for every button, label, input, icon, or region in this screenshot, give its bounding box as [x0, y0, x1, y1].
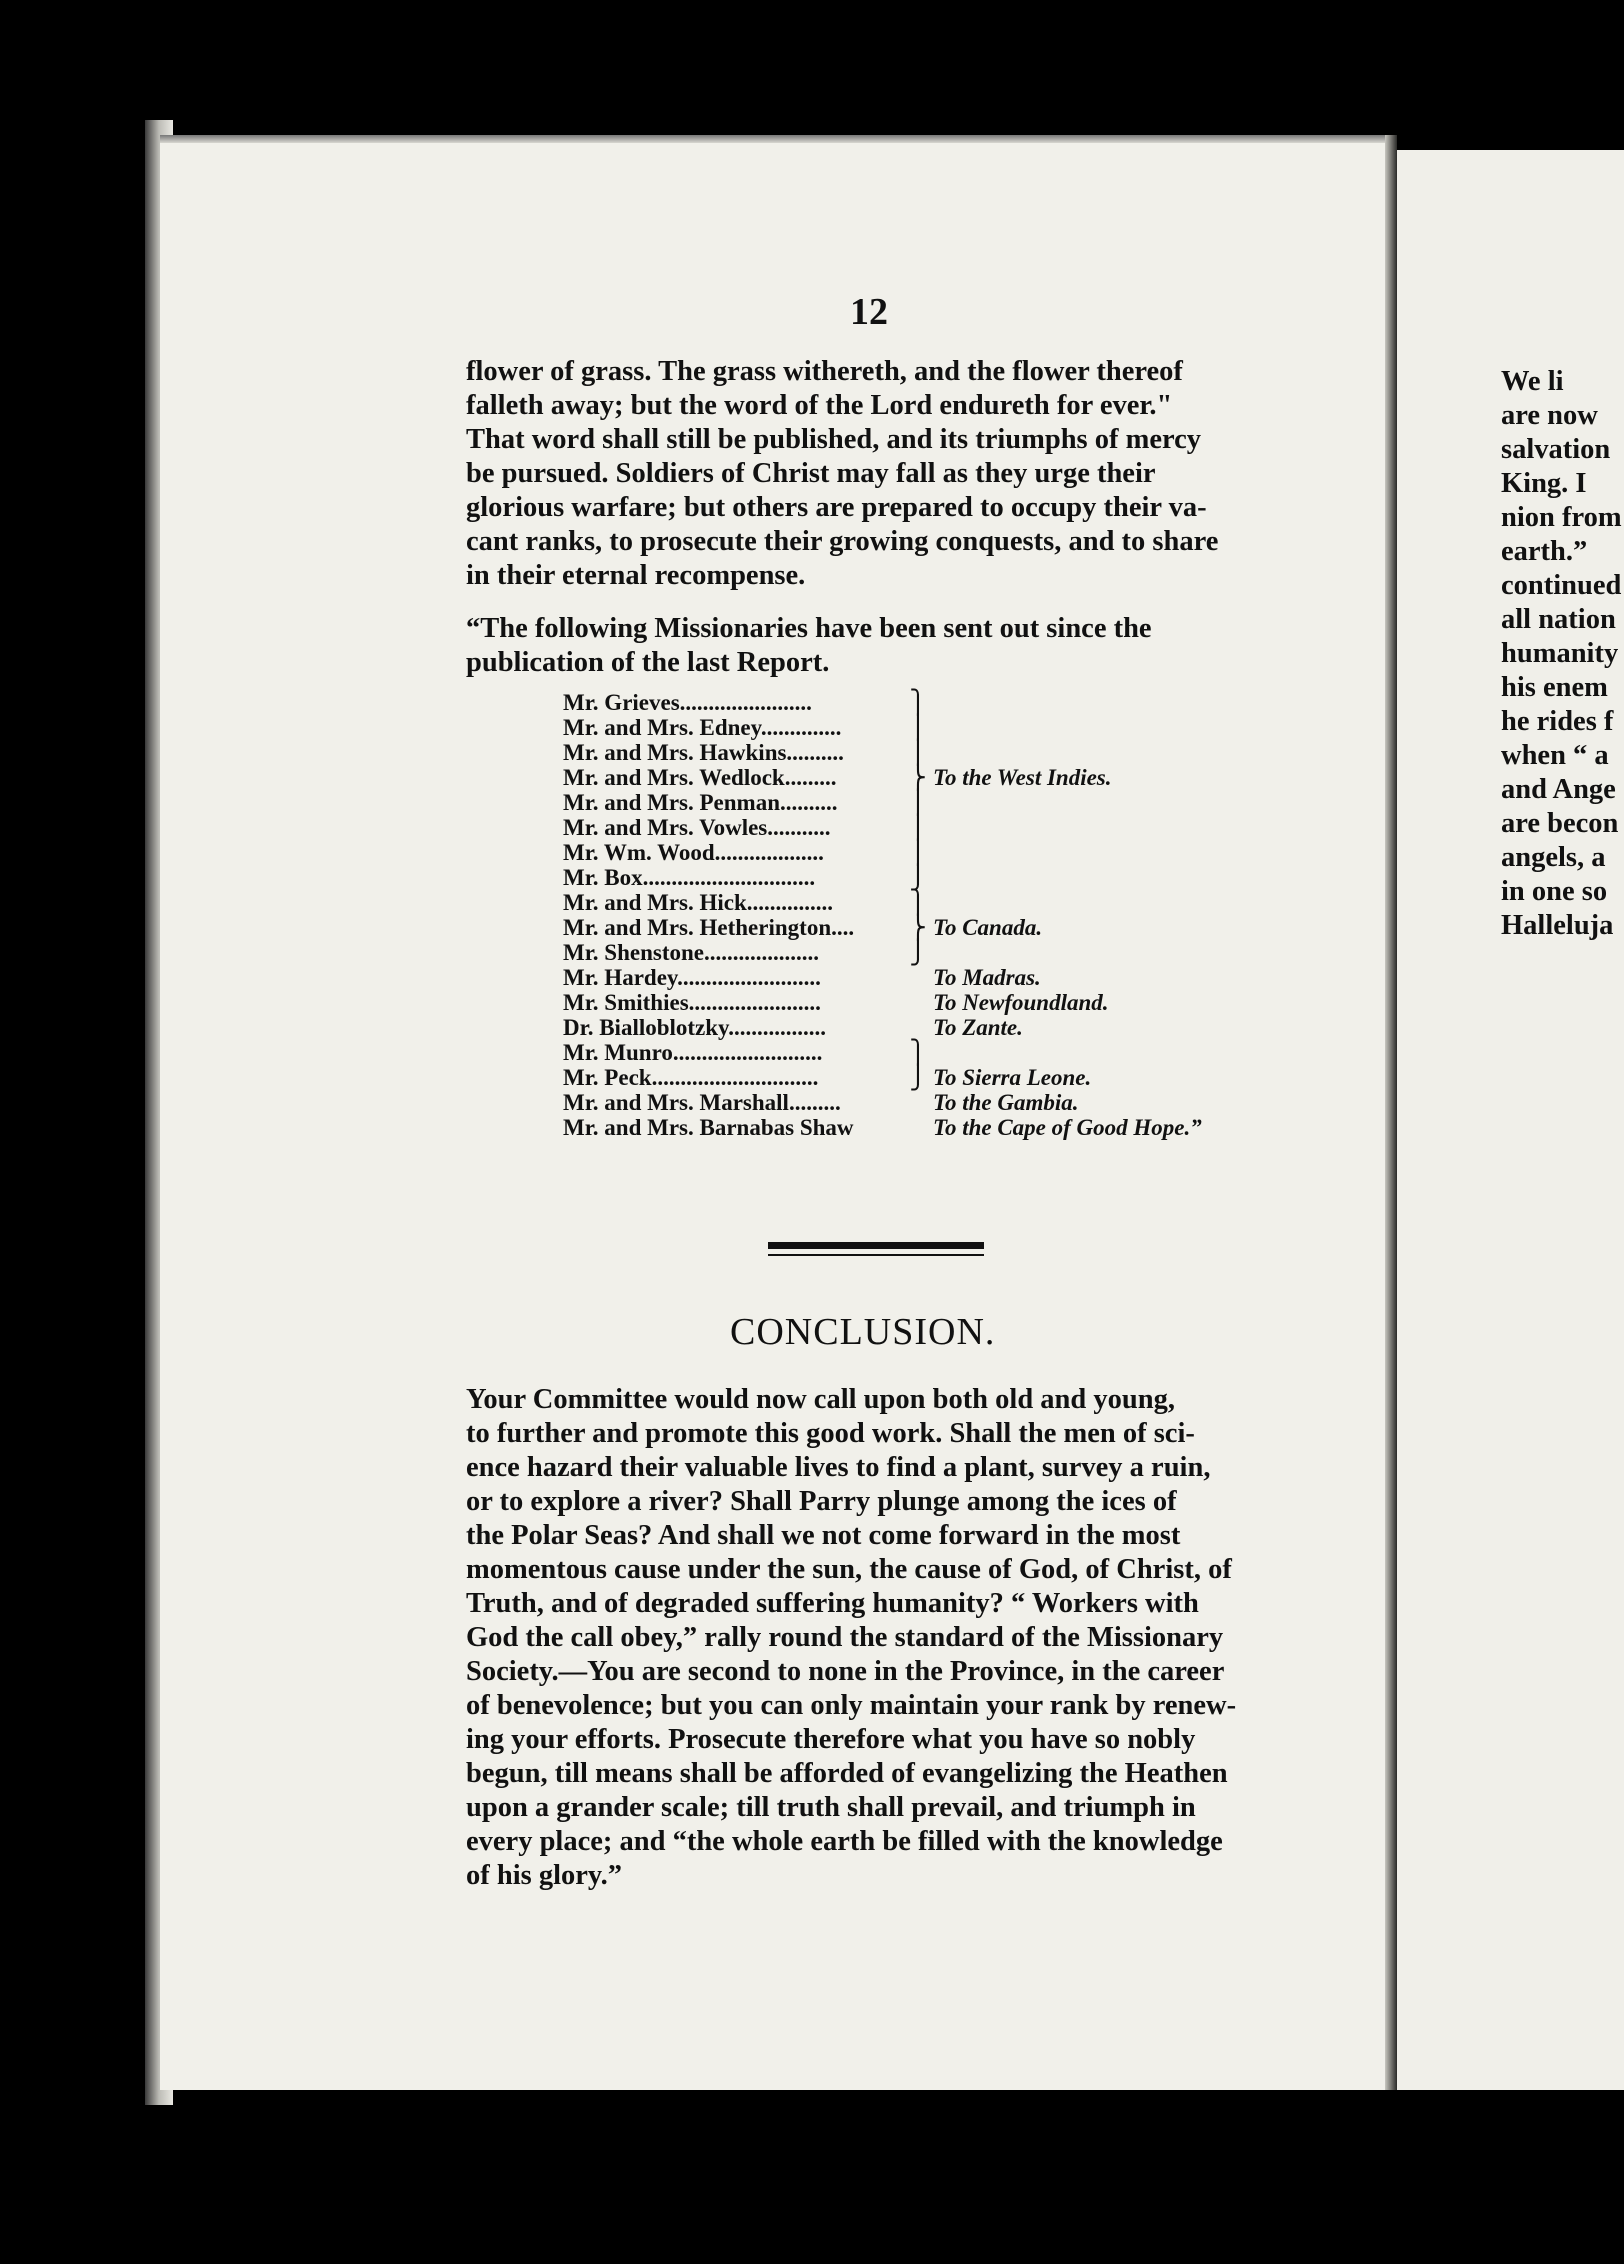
- missionary-row: [563, 1015, 1263, 1040]
- text-line: God the call obey,” rally round the standard of the Missionary: [466, 1622, 1224, 1653]
- right-page-line: when “ a: [1501, 740, 1609, 771]
- right-page-line: We li: [1501, 366, 1564, 397]
- right-page-line: his enem: [1501, 672, 1608, 703]
- page-top-shadow: [160, 135, 1385, 143]
- brace-mark: ⎪: [909, 740, 927, 765]
- text-line: begun, till means shall be afforded of evangelizing the Heathen: [466, 1758, 1228, 1789]
- right-page-line: are becon: [1501, 808, 1619, 839]
- missionary-row: [563, 815, 1263, 840]
- text-line: be pursued. Soldiers of Christ may fall as they urge their: [466, 458, 1156, 489]
- text-line: of his glory.”: [466, 1860, 622, 1891]
- missionary-destination: To the West Indies.: [933, 765, 1112, 790]
- missionary-destination: To the Cape of Good Hope.”: [933, 1115, 1202, 1140]
- right-page-line: Halleluja: [1501, 910, 1614, 941]
- text-line: in their eternal recompense.: [466, 560, 806, 591]
- missionary-name: Mr. and Mrs. Wedlock.........: [563, 765, 837, 790]
- missionary-row: [563, 990, 1263, 1015]
- text-line: That word shall still be published, and its triumphs of mercy: [466, 424, 1202, 455]
- text-line: cant ranks, to prosecute their growing conquests, and to share: [466, 526, 1219, 557]
- missionary-name: Mr. and Mrs. Vowles...........: [563, 815, 831, 840]
- missionary-row: [563, 740, 1263, 765]
- brace-mark: ⎬: [909, 765, 927, 790]
- right-page-text: [1501, 365, 1622, 943]
- missionary-destination: To Canada.: [933, 915, 1043, 940]
- missionary-name: Mr. and Mrs. Hick...............: [563, 890, 834, 915]
- conclusion-paragraph: [466, 1383, 1296, 1893]
- brace-mark: [903, 965, 933, 990]
- right-page: [1397, 150, 1624, 2090]
- section-divider-thin: [768, 1254, 984, 1256]
- missionary-row: [563, 940, 1263, 965]
- missionary-name: Mr. and Mrs. Penman..........: [563, 790, 838, 815]
- text-line: every place; and “the whole earth be filled with the knowledge: [466, 1826, 1223, 1857]
- brace-mark: ⎪: [909, 840, 927, 865]
- brace-mark: ⎭: [909, 865, 927, 890]
- text-line: “The following Missionaries have been sent out since the: [466, 613, 1152, 644]
- missionary-destination: To Newfoundland.: [933, 990, 1109, 1015]
- text-line: glorious warfare; but others are prepared to occupy their va-: [466, 492, 1207, 523]
- text-line: to further and promote this good work. Shall the men of sci-: [466, 1418, 1195, 1449]
- missionary-row: [563, 790, 1263, 815]
- brace-mark: ⎬: [909, 915, 927, 940]
- brace-mark: [903, 1015, 933, 1040]
- brace-mark: ⎫: [909, 890, 927, 915]
- missionary-name: Mr. Hardey.........................: [563, 965, 821, 990]
- brace-mark: ⎪: [909, 715, 927, 740]
- brace-mark: ⎪: [909, 790, 927, 815]
- missionary-name: Mr. and Mrs. Hetherington....: [563, 915, 855, 940]
- right-page-line: earth.”: [1501, 536, 1588, 567]
- missionary-row: [563, 1115, 1263, 1140]
- section-divider: [768, 1242, 984, 1249]
- text-line: falleth away; but the word of the Lord endureth for ever.": [466, 390, 1173, 421]
- text-line: of benevolence; but you can only maintain your rank by renew-: [466, 1690, 1237, 1721]
- missionary-destination: To Sierra Leone.: [933, 1065, 1092, 1090]
- text-line: Your Committee would now call upon both old and young,: [466, 1384, 1175, 1415]
- missionary-destination: To the Gambia.: [933, 1090, 1079, 1115]
- missionary-name: Mr. Smithies.......................: [563, 990, 821, 1015]
- right-page-line: nion from: [1501, 502, 1622, 533]
- missionary-name: Mr. Wm. Wood...................: [563, 840, 824, 865]
- missionary-row: [563, 690, 1263, 715]
- right-page-line: King. I: [1501, 468, 1587, 499]
- right-page-line: angels, a: [1501, 842, 1606, 873]
- missionary-name: Mr. Munro..........................: [563, 1040, 823, 1065]
- right-page-line: salvation: [1501, 434, 1611, 465]
- right-page-line: are now: [1501, 400, 1598, 431]
- missionary-name: Mr. Shenstone....................: [563, 940, 819, 965]
- text-line: or to explore a river? Shall Parry plunge among the ices of: [466, 1486, 1177, 1517]
- right-page-line: continued: [1501, 570, 1622, 601]
- missionary-destination: To Zante.: [933, 1015, 1023, 1040]
- missionaries-intro: [466, 612, 1296, 680]
- missionary-row: [563, 715, 1263, 740]
- page-number: 12: [850, 291, 888, 333]
- text-line: ing your efforts. Prosecute therefore what you have so nobly: [466, 1724, 1196, 1755]
- right-page-line: in one so: [1501, 876, 1608, 907]
- missionary-name: Mr. and Mrs. Hawkins..........: [563, 740, 844, 765]
- missionary-row: [563, 765, 1263, 790]
- missionary-name: Mr. Grieves.......................: [563, 690, 812, 715]
- brace-mark: ⎫: [909, 1040, 927, 1065]
- right-page-line: he rides f: [1501, 706, 1614, 737]
- missionary-row: [563, 865, 1263, 890]
- missionary-row: [563, 1090, 1263, 1115]
- brace-mark: ⎭: [909, 1065, 927, 1090]
- text-line: flower of grass. The grass withereth, and the flower thereof: [466, 356, 1183, 387]
- right-page-line: all nation: [1501, 604, 1616, 635]
- text-line: ence hazard their valuable lives to find a plant, survey a ruin,: [466, 1452, 1211, 1483]
- brace-mark: [903, 1115, 933, 1140]
- missionary-row: [563, 1065, 1263, 1090]
- missionary-name: Dr. Bialloblotzky.................: [563, 1015, 827, 1040]
- text-line: momentous cause under the sun, the cause of God, of Christ, of: [466, 1554, 1232, 1585]
- brace-mark: ⎭: [909, 940, 927, 965]
- brace-mark: ⎪: [909, 815, 927, 840]
- conclusion-heading: CONCLUSION.: [730, 1311, 996, 1353]
- brace-mark: ⎫: [909, 690, 927, 715]
- missionary-name: Mr. Box..............................: [563, 865, 816, 890]
- missionary-name: Mr. Peck.............................: [563, 1065, 819, 1090]
- missionary-row: [563, 840, 1263, 865]
- missionary-row: [563, 890, 1263, 915]
- brace-mark: [903, 1090, 933, 1115]
- missionary-destination: To Madras.: [933, 965, 1041, 990]
- missionary-name: Mr. and Mrs. Marshall.........: [563, 1090, 841, 1115]
- missionary-name: Mr. and Mrs. Edney..............: [563, 715, 842, 740]
- text-line: Society.—You are second to none in the Province, in the career: [466, 1656, 1225, 1687]
- book-gutter: [1385, 135, 1397, 2090]
- right-page-line: humanity: [1501, 638, 1619, 669]
- missionary-name: Mr. and Mrs. Barnabas Shaw: [563, 1115, 854, 1140]
- missionary-row: [563, 915, 1263, 940]
- text-line: upon a grander scale; till truth shall prevail, and triumph in: [466, 1792, 1196, 1823]
- text-line: Truth, and of degraded suffering humanity? “ Workers with: [466, 1588, 1199, 1619]
- text-line: the Polar Seas? And shall we not come forward in the most: [466, 1520, 1181, 1551]
- missionary-row: [563, 965, 1263, 990]
- missionary-row: [563, 1040, 1263, 1065]
- right-page-line: and Ange: [1501, 774, 1616, 805]
- text-line: publication of the last Report.: [466, 647, 830, 678]
- missionary-list: [563, 690, 1263, 1140]
- opening-paragraph: [466, 355, 1296, 593]
- brace-mark: [903, 990, 933, 1015]
